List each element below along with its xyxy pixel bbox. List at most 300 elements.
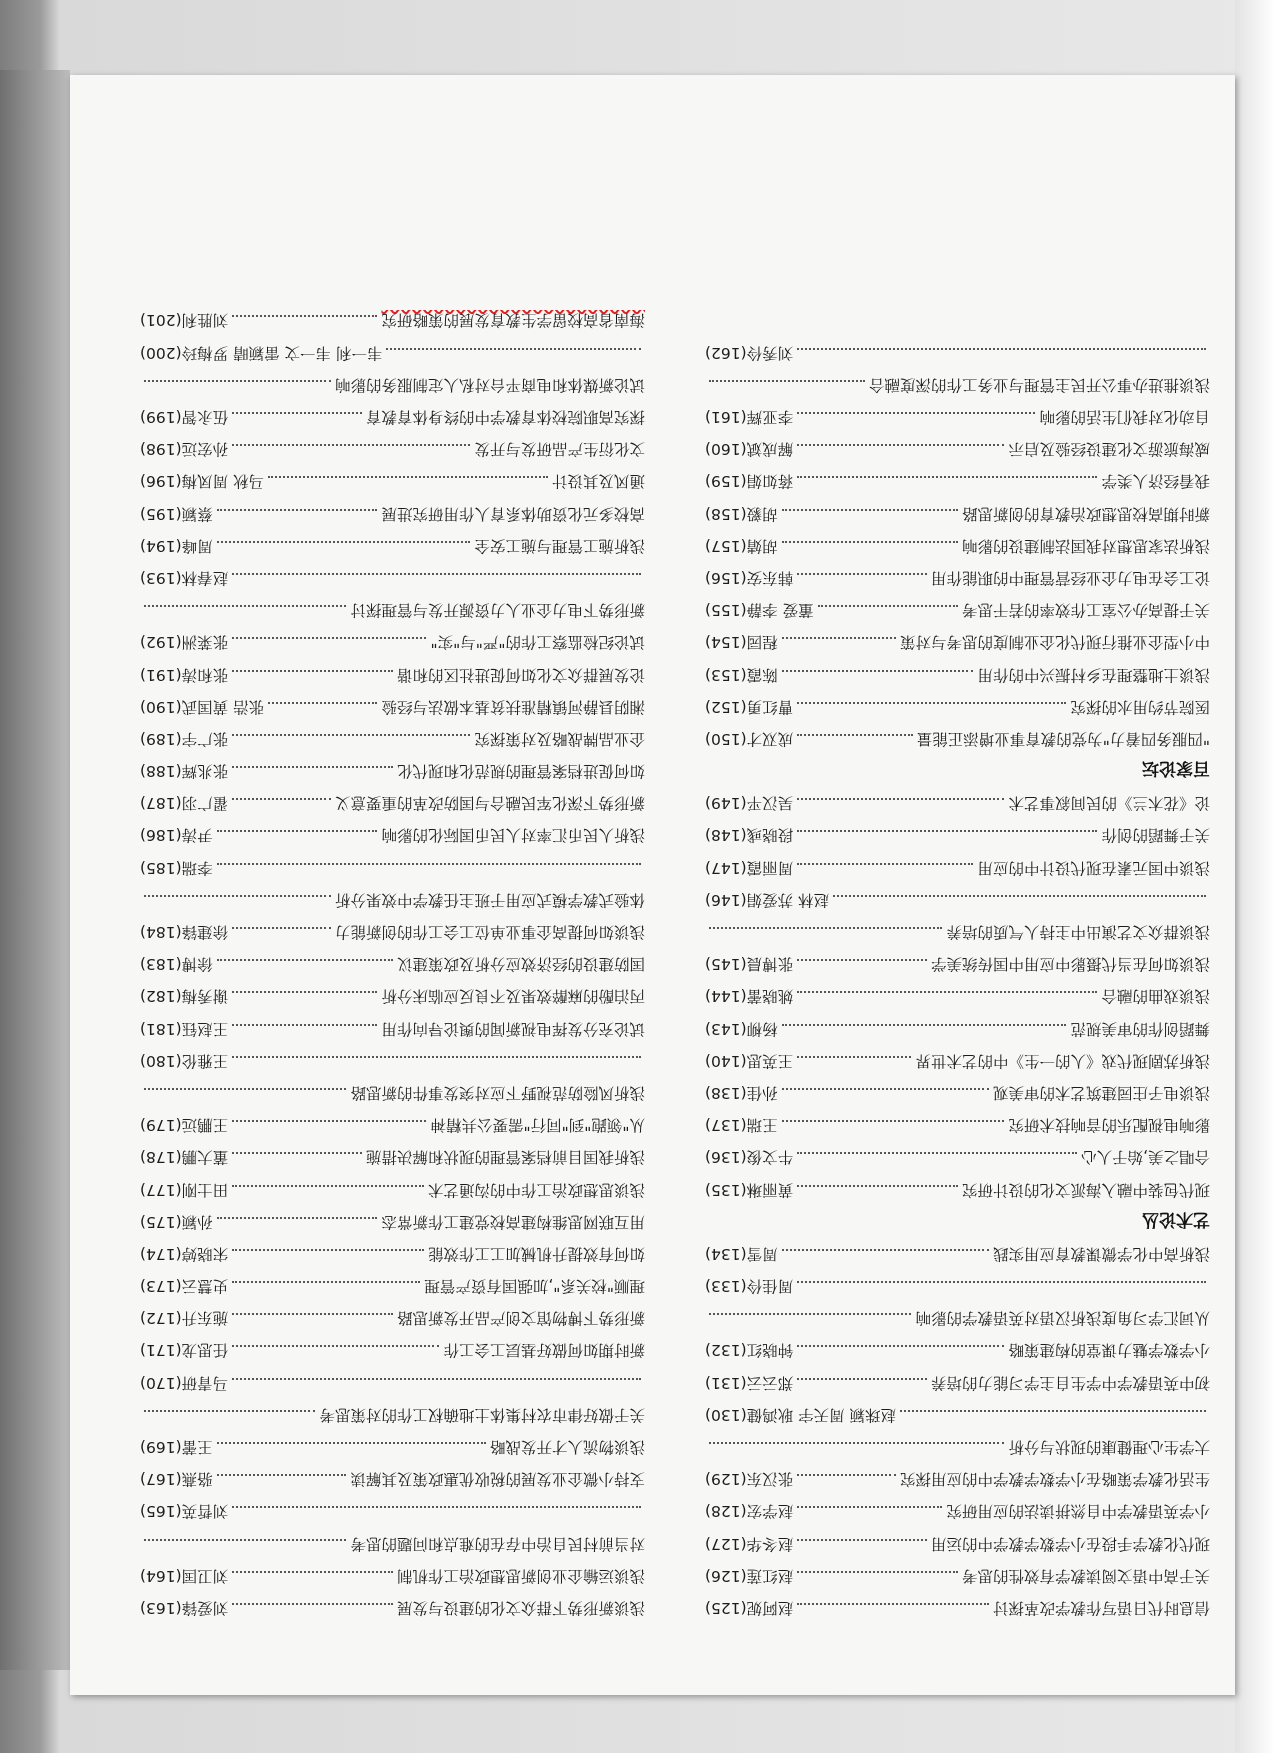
toc-entry-title: 丙泊酚的麻醉效果及不良反应临床分析 [381, 987, 645, 1006]
toc-entry [140, 429, 645, 461]
toc-entry-author-page: 王瑞(137) [705, 1116, 778, 1135]
toc-entry-title: 从词汇学习角度浅析汉语对英语教学的影响 [915, 1309, 1210, 1328]
toc-leader-dots [782, 1120, 1005, 1122]
toc-entry [705, 1008, 1210, 1040]
toc-entry-title: 体验式教学模式应用于班主任教学中效果分析 [334, 890, 645, 909]
toc-leader-dots [232, 316, 377, 318]
toc-entry-author-page: 孙颖(175) [140, 1212, 213, 1231]
toc-entry [705, 654, 1210, 686]
toc-entry [140, 880, 645, 912]
toc-entry [705, 1427, 1210, 1459]
toc-leader-dots [797, 412, 1035, 414]
toc-entry-author-page: 马青研(170) [140, 1373, 229, 1392]
toc-entry-author-page: 王蕾(169) [140, 1438, 213, 1457]
table-of-contents-flipped [70, 75, 1235, 1695]
toc-entry-author-page: 田士刚(177) [140, 1180, 229, 1199]
toc-leader-dots [900, 1410, 1206, 1412]
toc-entry-author-page: 胡毅(158) [705, 504, 778, 523]
toc-leader-dots [709, 1442, 1004, 1444]
toc-entry [140, 1008, 645, 1040]
toc-entry [705, 880, 1210, 912]
toc-leader-dots [782, 541, 958, 543]
toc-entry [140, 751, 645, 783]
toc-entry-author-page: 成双才(150) [705, 729, 794, 748]
toc-entry-author-page: 张浩 黄国武(190) [140, 697, 265, 716]
toc-leader-dots [782, 1249, 989, 1251]
toc-entry-title: 海南省高校留学生教育发展的策略研究 [381, 311, 645, 330]
toc-entry-author-page: 施东升(172) [140, 1309, 229, 1328]
toc-entry-title: 企业品牌战略及对策探究 [474, 729, 645, 748]
toc-leader-dots [217, 959, 393, 961]
toc-entry-title: 关于做好律市农村集体土地确权工作的对策思考 [319, 1405, 645, 1424]
toc-entry-author-page: 周峰(194) [140, 536, 213, 555]
toc-entry [705, 1041, 1210, 1073]
toc-leader-dots [709, 380, 865, 382]
toc-entry [140, 397, 645, 429]
toc-entry [705, 1169, 1210, 1201]
toc-entry [140, 1073, 645, 1105]
toc-entry-author-page: 牛文俊(136) [705, 1148, 794, 1167]
toc-entry-title: "四服务四着力"为党的教育事业增添正能量 [916, 729, 1210, 748]
toc-entry-title: 试论新媒体和电商平台对私人定制服务的影响 [334, 375, 645, 394]
toc-entry [705, 1556, 1210, 1588]
toc-leader-dots [782, 1088, 989, 1090]
toc-entry-title: 合唱之美,始于人心 [1081, 1148, 1210, 1167]
toc-entry [140, 976, 645, 1008]
toc-leader-dots [144, 605, 346, 607]
toc-entry-author-page: 张博晨(145) [705, 955, 794, 974]
toc-entry [140, 848, 645, 880]
toc-leader-dots [782, 637, 896, 639]
toc-entry [705, 1105, 1210, 1137]
toc-entry-author-page: 段晓彧(148) [705, 826, 794, 845]
toc-leader-dots [797, 1603, 989, 1605]
toc-entry [705, 429, 1210, 461]
toc-leader-dots [232, 1056, 641, 1058]
toc-entry [705, 976, 1210, 1008]
toc-entry-title: 湘阴县静河镇精准扶贫基本做法与经验 [381, 697, 645, 716]
toc-entry [140, 1041, 645, 1073]
toc-entry-author-page: 赵林 苏爱娟(146) [705, 890, 830, 909]
toc-entry [140, 1363, 645, 1395]
toc-entry [140, 1523, 645, 1555]
toc-leader-dots [386, 348, 641, 350]
toc-entry [140, 783, 645, 815]
toc-entry-title: 新形势下博物馆文创产品开发新思路 [396, 1309, 645, 1328]
toc-entry-title: 初中英语教学中学生自主学习能力的培养 [930, 1373, 1210, 1392]
toc-entry [140, 558, 645, 590]
toc-entry-title: 高校多元化资助体系育人作用研究进展 [381, 504, 645, 523]
toc-entry [705, 365, 1210, 397]
toc-entry [705, 848, 1210, 880]
toc-entry-author-page: 骆燕(167) [140, 1470, 213, 1489]
toc-entry-author-page: 郑云云(131) [705, 1373, 794, 1392]
toc-entry-author-page: 徐建锋(184) [140, 923, 229, 942]
toc-entry-author-page: 王英思(140) [705, 1051, 794, 1070]
toc-entry [705, 1523, 1210, 1555]
toc-entry [705, 1330, 1210, 1362]
toc-entry-title: 关于舞蹈的创作 [1101, 826, 1210, 845]
toc-entry-author-page: 杨柳(143) [705, 1019, 778, 1038]
toc-entry-author-page: 张汉东(129) [705, 1470, 794, 1489]
toc-entry-author-page: 韩东安(156) [705, 569, 794, 587]
toc-entry [140, 1491, 645, 1523]
toc-entry-author-page: 周雪(134) [705, 1244, 778, 1263]
toc-entry-title: 现代包装中融入海派文化的设计研究 [961, 1180, 1210, 1199]
toc-entry-title: 用互联网思维构建高校党建工作新常态 [381, 1212, 645, 1231]
toc-leader-dots [797, 444, 1004, 446]
toc-entry-author-page: 张兆辉(188) [140, 762, 229, 781]
toc-entry-author-page: 王雅伦(180) [140, 1051, 229, 1070]
toc-leader-dots [818, 605, 958, 607]
toc-entry-title: 文化衍生产品研发与开发 [474, 440, 645, 459]
toc-entry-author-page: 赵珠颖 周天宇 耿鸿健(130) [705, 1405, 897, 1424]
toc-entry-author-page: 翟广羽(187) [140, 794, 229, 813]
toc-entry-author-page: 王鹏远(179) [140, 1116, 229, 1135]
toc-entry-title: 如何促进档案管理的规范化和现代化 [396, 762, 645, 781]
toc-entry-author-page: 史慧云(173) [140, 1277, 229, 1296]
toc-leader-dots [797, 1152, 1077, 1154]
toc-entry-author-page: 周佳伶(133) [705, 1277, 794, 1296]
toc-entry [140, 1169, 645, 1201]
toc-entry [140, 912, 645, 944]
toc-entry [140, 944, 645, 976]
toc-entry-title: 舞蹈创作的审美规范 [1070, 1019, 1210, 1038]
toc-entry-title: 医院节约用水的探究 [1070, 697, 1210, 716]
toc-entry [140, 1556, 645, 1588]
toc-entry [705, 1395, 1210, 1427]
toc-leader-dots [232, 927, 331, 929]
toc-leader-dots [232, 766, 393, 768]
toc-entry-author-page: 张和涛(191) [140, 665, 229, 684]
toc-entry-author-page: 黄丽琳(135) [705, 1180, 794, 1199]
toc-entry-title: 浅谈新形势下群众文化的建设与发展 [396, 1599, 645, 1617]
toc-column-left [705, 333, 1210, 1621]
toc-leader-dots [797, 702, 1066, 704]
toc-leader-dots [232, 798, 331, 800]
toc-entry-title: 小学数学魅力课堂的构建策略 [1008, 1341, 1210, 1360]
toc-entry-author-page: 刘卫国(164) [140, 1566, 229, 1585]
toc-leader-dots [268, 702, 377, 704]
toc-leader-dots [797, 863, 973, 865]
toc-entry [705, 1459, 1210, 1491]
toc-entry [705, 1491, 1210, 1523]
toc-entry-author-page: 赵阿妮(125) [705, 1599, 794, 1617]
toc-entry-title: 现代化教学手段在小学数学教学中的运用 [930, 1534, 1210, 1553]
toc-entry-title: 大学生心理健康的现状与分析 [1008, 1438, 1210, 1457]
toc-leader-dots [232, 991, 377, 993]
toc-leader-dots [232, 1152, 362, 1154]
toc-entry-title: 影响电视配乐的音响技术研究 [1008, 1116, 1210, 1135]
toc-entry [140, 1588, 645, 1620]
toc-entry [705, 1363, 1210, 1395]
toc-entry-author-page: 赵学宏(128) [705, 1502, 794, 1521]
toc-leader-dots [797, 1378, 927, 1380]
toc-entry-author-page: 韦一利 韦一文 雷颖晴 罗梅玲(200) [140, 343, 383, 362]
toc-entry-author-page: 解成斌(160) [705, 440, 794, 459]
toc-entry-title: 新形势下深化军民融合与国防改革的重要意义 [334, 794, 645, 813]
toc-leader-dots [797, 1346, 1004, 1348]
toc-entry-title: 浅析高中化学微课教育应用实践 [992, 1244, 1210, 1263]
toc-column-right [140, 300, 645, 1620]
toc-leader-dots [144, 1410, 315, 1412]
toc-entry-title: 浅谈电子庄园建筑艺术的审美观 [992, 1084, 1210, 1102]
toc-entry-title: 浅析风险防范视野下应对突发事件的新思路 [350, 1084, 645, 1102]
toc-entry-author-page: 孙宏远(198) [140, 440, 229, 459]
toc-entry [705, 912, 1210, 944]
toc-entry [140, 622, 645, 654]
toc-entry [140, 815, 645, 847]
toc-entry-title: 试论纪检监察工作的"严"与"实" [430, 633, 645, 652]
toc-entry-author-page: 张莱洲(192) [140, 633, 229, 652]
toc-entry-title: 新形势下电力企业人力资源开发与管理探讨 [350, 601, 645, 620]
toc-entry [140, 687, 645, 719]
toc-entry-title: 论发展群众文化如何促进社区的和谐 [396, 665, 645, 684]
toc-leader-dots [232, 412, 362, 414]
toc-entry-author-page: 宋晓婷(174) [140, 1244, 229, 1263]
toc-entry-author-page: 马秋 周凤梅(196) [140, 472, 265, 491]
toc-leader-dots [797, 991, 1097, 993]
toc-leader-dots [232, 637, 426, 639]
toc-entry-title: 自动化对我们生活的影响 [1039, 408, 1210, 427]
toc-entry [140, 493, 645, 525]
toc-entry-author-page: 董大鹏(178) [140, 1148, 229, 1167]
toc-entry-author-page: 徐博(183) [140, 955, 213, 974]
page-edge [1235, 0, 1275, 1753]
toc-entry [705, 397, 1210, 429]
toc-leader-dots [797, 798, 1004, 800]
toc-leader-dots [797, 348, 1206, 350]
toc-entry-title: 关于高中语文阅读教学有效性的思考 [961, 1566, 1210, 1585]
toc-leader-dots [217, 863, 641, 865]
toc-leader-dots [268, 476, 548, 478]
toc-entry-author-page: 刘爱锋(163) [140, 1599, 229, 1617]
toc-entry [705, 622, 1210, 654]
toc-entry-title: 论工会在电力企业经营管理中的职能作用 [930, 569, 1210, 587]
toc-entry-title: 关于提高办公室工作效率的若干思考 [961, 601, 1210, 620]
toc-entry [140, 1330, 645, 1362]
book-spine-shadow [0, 70, 70, 1670]
toc-entry-title: 浅谈运输企业创新思想政治工作机制 [396, 1566, 645, 1585]
toc-leader-dots [232, 1378, 641, 1380]
toc-entry-author-page: 周丽霞(147) [705, 858, 794, 877]
toc-leader-dots [232, 1185, 424, 1187]
toc-entry [140, 526, 645, 558]
toc-entry [140, 1266, 645, 1298]
toc-entry-author-page: 伍永智(199) [140, 408, 229, 427]
toc-entry [705, 1298, 1210, 1330]
toc-entry-title: 新时期高校思想政治教育的创新思路 [961, 504, 1210, 523]
toc-leader-dots [232, 734, 470, 736]
scanned-page [70, 75, 1235, 1695]
toc-leader-dots [232, 670, 393, 672]
toc-leader-dots [217, 1474, 347, 1476]
toc-entry [140, 1395, 645, 1427]
toc-entry [705, 493, 1210, 525]
toc-entry [705, 783, 1210, 815]
toc-leader-dots [709, 927, 942, 929]
toc-entry [140, 590, 645, 622]
toc-entry-title: 浅谈戏曲的融合 [1101, 987, 1210, 1006]
toc-entry-author-page: 陈霞(153) [705, 665, 778, 684]
toc-entry-title: 浅谈如何提高企事业单位工会工作的创新能力 [334, 923, 645, 942]
toc-entry [705, 944, 1210, 976]
toc-entry [140, 333, 645, 365]
toc-entry-title: 从"领跑"到"同行"需要公共精神 [430, 1116, 645, 1135]
toc-leader-dots [709, 1313, 911, 1315]
toc-leader-dots [232, 573, 641, 575]
toc-leader-dots [782, 1024, 1067, 1026]
toc-leader-dots [232, 1506, 641, 1508]
toc-entry [140, 1234, 645, 1266]
toc-leader-dots [144, 895, 331, 897]
toc-leader-dots [232, 444, 470, 446]
toc-leader-dots [217, 831, 378, 833]
toc-entry [140, 1427, 645, 1459]
toc-entry-title: 浅析施工管理与施工安全 [474, 536, 645, 555]
toc-entry-title: 试论充分发挥电视新闻的舆论导向作用 [381, 1019, 645, 1038]
toc-leader-dots [217, 509, 378, 511]
toc-entry-author-page: 程园(154) [705, 633, 778, 652]
toc-leader-dots [232, 1249, 424, 1251]
toc-leader-dots [782, 670, 974, 672]
toc-entry-author-page: 蔡颖(195) [140, 504, 213, 523]
toc-entry-author-page: 董爱 李静(155) [705, 601, 814, 620]
toc-entry [705, 1137, 1210, 1169]
toc-entry [140, 1202, 645, 1234]
toc-entry-title: 浅析我国目前档案管理的现状和解决措施 [365, 1148, 645, 1167]
toc-entry-title: 浅谈群众文艺演出中主持人气质的培养 [946, 923, 1210, 942]
toc-leader-dots [144, 1539, 346, 1541]
toc-entry-title: 浅谈推进办事公开民主管理与业务工作的深度融合 [868, 375, 1210, 394]
toc-leader-dots [797, 831, 1097, 833]
toc-entry [140, 1459, 645, 1491]
toc-entry-title: 论《花木兰》的民间叙事艺术 [1008, 794, 1210, 813]
toc-entry-title: 浅谈土地整理在乡村振兴中的作用 [977, 665, 1210, 684]
toc-entry [705, 1266, 1210, 1298]
toc-entry [705, 558, 1210, 590]
toc-entry-title: 对当前村民自治中存在的难点和问题的思考 [350, 1534, 645, 1553]
toc-entry [705, 815, 1210, 847]
toc-entry [140, 461, 645, 493]
toc-entry [140, 654, 645, 686]
toc-entry-title: 浅谈如何在当代摄影中应用中国传统美学 [930, 955, 1210, 974]
toc-entry-author-page: 任思龙(171) [140, 1341, 229, 1360]
toc-leader-dots [833, 895, 1206, 897]
toc-leader-dots [217, 1442, 486, 1444]
toc-leader-dots [797, 734, 913, 736]
toc-entry-author-page: 赵冬华(127) [705, 1534, 794, 1553]
toc-entry-title: 浅析苏剧现代戏《人的一生》中的艺术世界 [915, 1051, 1210, 1070]
toc-leader-dots [144, 1088, 346, 1090]
toc-leader-dots [797, 1056, 911, 1058]
toc-entry-author-page: 孙佳(138) [705, 1084, 778, 1102]
toc-entry-author-page: 尹涛(186) [140, 826, 213, 845]
toc-leader-dots [232, 1120, 426, 1122]
toc-leader-dots [797, 1281, 1206, 1283]
toc-entry-title: 威海旅游文化建设经验及启示 [1008, 440, 1210, 459]
toc-entry [140, 300, 645, 332]
toc-entry-title: 中小型企业推行现代化企业制度的思考与对策 [899, 633, 1210, 652]
toc-leader-dots [797, 1185, 958, 1187]
toc-entry-title: 理顺"校关系",加强国有资产管理 [424, 1277, 645, 1296]
toc-entry-author-page: 谢秀梅(182) [140, 987, 229, 1006]
toc-entry [705, 333, 1210, 365]
toc-entry [140, 1137, 645, 1169]
toc-entry-title: 小学英语教学中自然拼读法的应用研究 [946, 1502, 1210, 1521]
toc-entry-title: 浅析人民币汇率对人民币国际化的影响 [381, 826, 645, 845]
toc-section-heading: 百家论坛 [1142, 758, 1210, 779]
toc-leader-dots [217, 541, 471, 543]
toc-entry-title: 支持小微企业发展的税收优惠政策及其解读 [350, 1470, 645, 1489]
toc-leader-dots [217, 1217, 378, 1219]
toc-leader-dots [232, 1313, 393, 1315]
toc-entry-author-page: 赵红莲(126) [705, 1566, 794, 1585]
toc-leader-dots [144, 380, 331, 382]
toc-entry-author-page: 刘秀伶(162) [705, 343, 794, 362]
toc-entry-author-page: 刘哲英(165) [140, 1502, 229, 1521]
toc-entry-author-page: 刘胜利(201) [140, 311, 229, 330]
toc-entry-title: 浅谈思想政治工作中的沟通艺术 [427, 1180, 645, 1199]
toc-entry [140, 719, 645, 751]
toc-entry-author-page: 王赵钰(181) [140, 1019, 229, 1038]
toc-entry-title: 浅谈中国元素在现代设计中的应用 [977, 858, 1210, 877]
toc-entry-author-page: 姚晓蕾(144) [705, 987, 794, 1006]
toc-entry-title: 探究高职院校体育教学中的终身体育教育 [365, 408, 645, 427]
toc-entry [140, 365, 645, 397]
toc-leader-dots [797, 1571, 958, 1573]
toc-entry [705, 1073, 1210, 1105]
toc-leader-dots [782, 509, 958, 511]
toc-entry-author-page: 李亚辉(161) [705, 408, 794, 427]
toc-leader-dots [232, 1346, 439, 1348]
toc-entry [705, 1588, 1210, 1620]
toc-section-heading: 艺术论丛 [1142, 1208, 1210, 1229]
toc-leader-dots [797, 1539, 927, 1541]
toc-entry-title: 生活化教学策略在小学数学教学中的应用探究 [899, 1470, 1210, 1489]
toc-leader-dots [797, 1474, 896, 1476]
toc-leader-dots [797, 573, 927, 575]
toc-leader-dots [232, 1024, 377, 1026]
toc-entry [140, 1298, 645, 1330]
toc-entry [705, 687, 1210, 719]
toc-entry-author-page: 蒋如娟(159) [705, 472, 794, 491]
toc-entry-author-page: 赵春林(193) [140, 569, 229, 587]
toc-leader-dots [232, 1281, 420, 1283]
toc-entry-author-page: 李瑞(185) [140, 858, 213, 877]
toc-entry-author-page: 吴汉平(149) [705, 794, 794, 813]
toc-entry [705, 1234, 1210, 1266]
toc-leader-dots [797, 1506, 942, 1508]
toc-leader-dots [232, 1571, 393, 1573]
toc-entry-author-page: 张广宇(189) [140, 729, 229, 748]
toc-entry-author-page: 曹红勇(152) [705, 697, 794, 716]
toc-entry [705, 461, 1210, 493]
toc-entry-title: 浅析法家思想对我国法制建设的影响 [961, 536, 1210, 555]
toc-entry [705, 719, 1210, 751]
toc-entry-author-page: 胡婧(157) [705, 536, 778, 555]
toc-entry [705, 526, 1210, 558]
toc-entry-title: 浅谈物流人才开发战略 [489, 1438, 645, 1457]
toc-leader-dots [232, 1603, 393, 1605]
toc-entry-title: 通风及其设计 [551, 472, 645, 491]
toc-entry-author-page: 钟晓红(132) [705, 1341, 794, 1360]
toc-leader-dots [797, 959, 927, 961]
toc-entry-title: 我看经济人类学 [1101, 472, 1210, 491]
toc-entry [705, 590, 1210, 622]
toc-entry-title: 新时期如何做好基层工会工作 [443, 1341, 645, 1360]
toc-entry [140, 1105, 645, 1137]
